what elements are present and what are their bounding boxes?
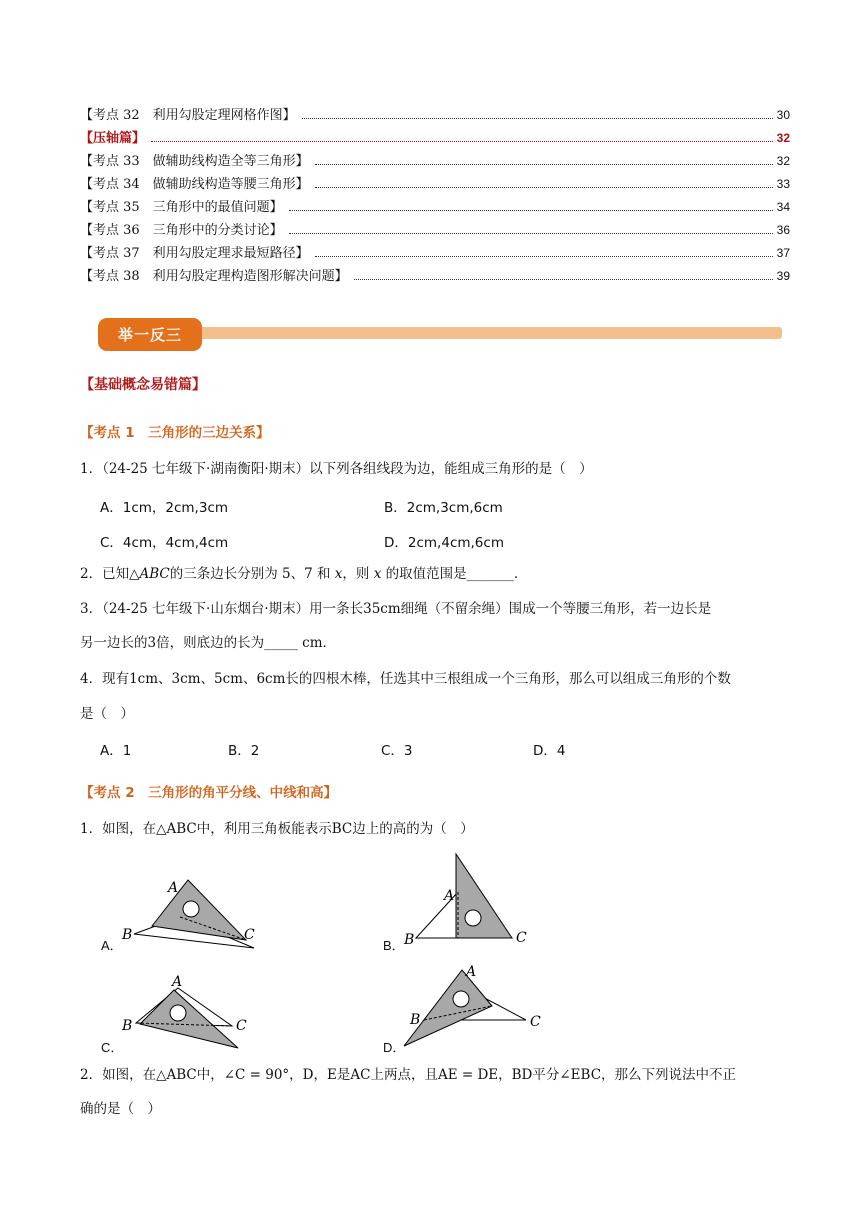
toc-label: 【考点 36 三角形中的分类讨论】 [80, 223, 283, 238]
fig-option-c-label: C． [101, 1040, 124, 1055]
kp2-q2-line2: 确的是（ ） [80, 1101, 161, 1117]
triangle-figure-a [120, 872, 270, 952]
label-a: A [172, 974, 183, 990]
toc-row[interactable] [80, 242, 790, 265]
label-a: A [466, 964, 477, 980]
toc-row[interactable] [80, 104, 790, 127]
kp1-q4-option-d: D．4 [533, 743, 566, 759]
triangle-figure-c [120, 970, 270, 1050]
toc-page-number: 37 [776, 246, 790, 260]
label-b: B [122, 1018, 133, 1034]
kp1-q1: 1．（24-25 七年级下·湖南衡阳·期末）以下列各组线段为边，能组成三角形的是（ ） [80, 461, 593, 477]
toc-label: 【考点 35 三角形中的最值问题】 [80, 200, 283, 215]
banner-tab: 举一反三 [98, 318, 202, 351]
label-c: C [244, 927, 255, 943]
kp1-q4-option-a: A．1 [100, 743, 132, 759]
toc-leader-dots [151, 140, 773, 142]
kp1-q1-option-a: A．1cm，2cm,3cm [100, 500, 229, 516]
label-c: C [516, 930, 527, 946]
kp1-q1-option-c: C．4cm，4cm,4cm [100, 535, 229, 551]
fig-option-d-label: D． [383, 1040, 406, 1055]
toc-page-number: 30 [776, 108, 790, 122]
kp1-q4-line2: 是（ ） [80, 706, 134, 722]
toc-row[interactable] [80, 219, 790, 242]
label-b: B [410, 1012, 421, 1028]
toc-label: 【考点 37 利用勾股定理求最短路径】 [80, 246, 309, 261]
toc-page-number: 34 [776, 200, 790, 214]
toc-label: 【压轴篇】 [80, 131, 146, 146]
label-b: B [122, 927, 133, 943]
toc-leader-dots [354, 278, 773, 280]
triangle-figure-b [400, 852, 540, 947]
toc-leader-dots [289, 232, 773, 234]
label-a: A [168, 880, 179, 896]
fig-option-b-label: B． [383, 938, 405, 953]
toc-leader-dots [302, 117, 773, 119]
toc-row[interactable] [80, 173, 790, 196]
triangle-figure-d [400, 958, 550, 1050]
label-c: C [236, 1018, 247, 1034]
toc-leader-dots [315, 163, 773, 165]
toc-row[interactable] [80, 150, 790, 173]
section-title: 【基础概念易错篇】 [80, 377, 206, 393]
kp1-q4-option-b: B．2 [228, 743, 260, 759]
toc-leader-dots [289, 209, 773, 211]
kp1-q4-option-c: C．3 [381, 743, 413, 759]
toc-leader-dots [315, 186, 773, 188]
label-a: A [444, 888, 455, 904]
toc-row[interactable] [80, 127, 790, 150]
kp1-q3-line2: 另一边长的3倍，则底边的长为_____ cm． [80, 635, 336, 651]
toc-page-number: 32 [776, 154, 790, 168]
toc-leader-dots [315, 255, 773, 257]
toc-page-number: 36 [776, 223, 790, 237]
toc-label: 【考点 34 做辅助线构造等腰三角形】 [80, 177, 309, 192]
kp1-q2: 2．已知△ABC的三条边长分别为 5、7 和 x，则 x 的取值范围是_______． [80, 566, 528, 582]
table-of-contents [80, 104, 790, 288]
kp1-q4-line1: 4．现有1cm、3cm、5cm、6cm长的四根木棒，任选其中三根组成一个三角形，那么可以组成三角形的个数 [80, 671, 731, 687]
kp1-q1-option-d: D．2cm,4cm,6cm [384, 535, 504, 551]
toc-page-number: 32 [776, 131, 790, 145]
kp2-q2-line1: 2．如图，在△ABC中，∠C = 90°，D，E是AC上两点，且AE = DE，BD平分∠EBC，那么下列说法中不正 [80, 1067, 737, 1083]
kp2-title: 【考点 2 三角形的角平分线、中线和高】 [80, 785, 338, 801]
label-c: C [530, 1014, 541, 1030]
toc-page-number: 33 [776, 177, 790, 191]
toc-label: 【考点 33 做辅助线构造全等三角形】 [80, 154, 309, 169]
kp1-q1-option-b: B．2cm,3cm,6cm [384, 500, 503, 516]
banner-bar [100, 327, 782, 339]
toc-row[interactable] [80, 196, 790, 219]
toc-page-number: 39 [776, 269, 790, 283]
kp1-q3-line1: 3．（24-25 七年级下·山东烟台·期末）用一条长35cm细绳（不留余绳）围成一个等腰三角形，若一边长是 [80, 601, 712, 617]
toc-label: 【考点 32 利用勾股定理网格作图】 [80, 108, 296, 123]
toc-label: 【考点 38 利用勾股定理构造图形解决问题】 [80, 269, 348, 284]
kp2-q1: 1．如图，在△ABC中，利用三角板能表示BC边上的高的为（ ） [80, 821, 474, 837]
kp1-title: 【考点 1 三角形的三边关系】 [80, 425, 270, 441]
toc-row[interactable] [80, 265, 790, 288]
label-b: B [404, 932, 415, 947]
fig-option-a-label: A． [101, 938, 123, 953]
